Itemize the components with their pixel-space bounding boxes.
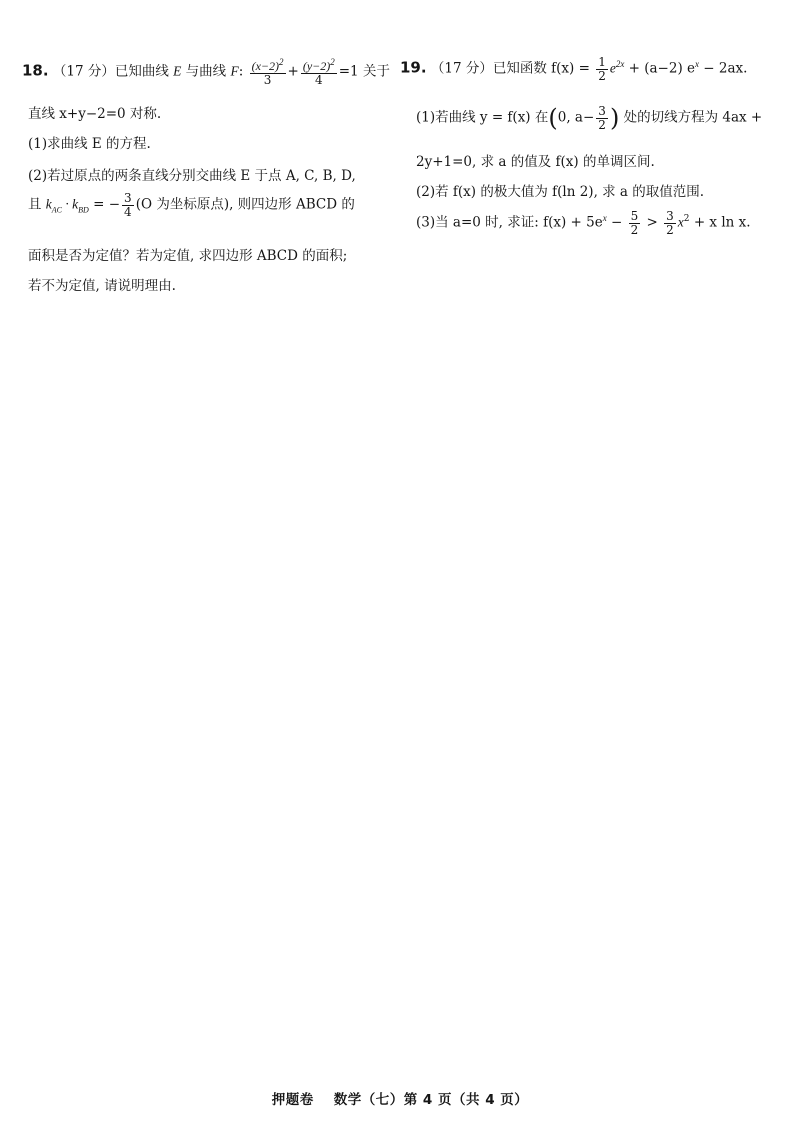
q18-part1: (1)求曲线 E 的方程. <box>28 136 151 152</box>
q19-frac-5-2: $\frac{5}{2}$ <box>630 209 639 237</box>
q19-part2: (2)若 f(x) 的极大值为 f(ln 2), 求 a 的取值范围. <box>416 184 705 200</box>
q18-part2-a: (2)若过原点的两条直线分别交曲线 E 于点 A, C, B, D, <box>28 168 356 184</box>
q19-number: 19. <box>400 58 427 77</box>
q18-part2-b: 且 $k_{AC} \cdot k_{BD}$ = − $\frac{3}{4}$ (O 为坐标原点), 则四边形 ABCD 的 <box>28 191 355 219</box>
footer-label: 押题卷 <box>271 1092 314 1108</box>
page-footer <box>0 1088 800 1108</box>
q18-part2-d: 若不为定值, 请说明理由. <box>28 278 176 294</box>
footer-page-info: 数学（七）第 4 页（共 4 页） <box>333 1092 529 1108</box>
q18-curve-e: E <box>173 63 182 79</box>
q18-head-a: （17 分）已知曲线 <box>52 63 174 80</box>
q18-header: 18. （17 分）已知曲线 E 与曲线 F: $\frac{(x-2)^2}{3}$ + $\frac{(y-2)^2}{4}$ =1 关于 <box>22 57 390 87</box>
q18-frac-3-4: $\frac{3}{4}$ <box>124 191 132 219</box>
q18-number: 18. <box>22 61 49 80</box>
q19-frac-3-2b: $\frac{3}{2}$ <box>666 209 674 237</box>
q19-part1: (1)若曲线 y = f(x) 在(0, a− $\frac{3}{2}$ ) 处的切线方程为 4ax + <box>416 103 763 132</box>
q18-frac-2: $\frac{(y-2)^2}{4}$ <box>302 57 335 87</box>
q19-part1-line2: 2y+1=0, 求 a 的值及 f(x) 的单调区间. <box>416 154 655 170</box>
q18-frac-1: $\frac{(x-2)^2}{3}$ <box>251 57 284 87</box>
q19-header: 19. （17 分）已知函数 f(x) = $\frac{1}{2}$ $e^{2x} + (a-2) e^x - 2ax$. <box>400 55 748 83</box>
q19-part3: (3)当 a=0 时, 求证: $f(x) + 5e^x$ − $\frac{5}{2}$ > $\frac{3}{2}$ $x^2 + x$ ln x. <box>416 209 751 237</box>
q18-line2: 直线 x+y−2=0 对称. <box>28 106 162 122</box>
q19-frac-3-2: $\frac{3}{2}$ <box>598 103 606 132</box>
q19-frac-1-2: $\frac{1}{2}$ <box>598 55 606 83</box>
q18-part2-c: 面积是否为定值？若为定值, 求四边形 ABCD 的面积; <box>28 248 348 264</box>
q18-head-b: 与曲线 <box>181 63 231 80</box>
q18-head-c: =1 关于 <box>338 63 390 80</box>
q18-curve-f: F <box>230 63 239 79</box>
